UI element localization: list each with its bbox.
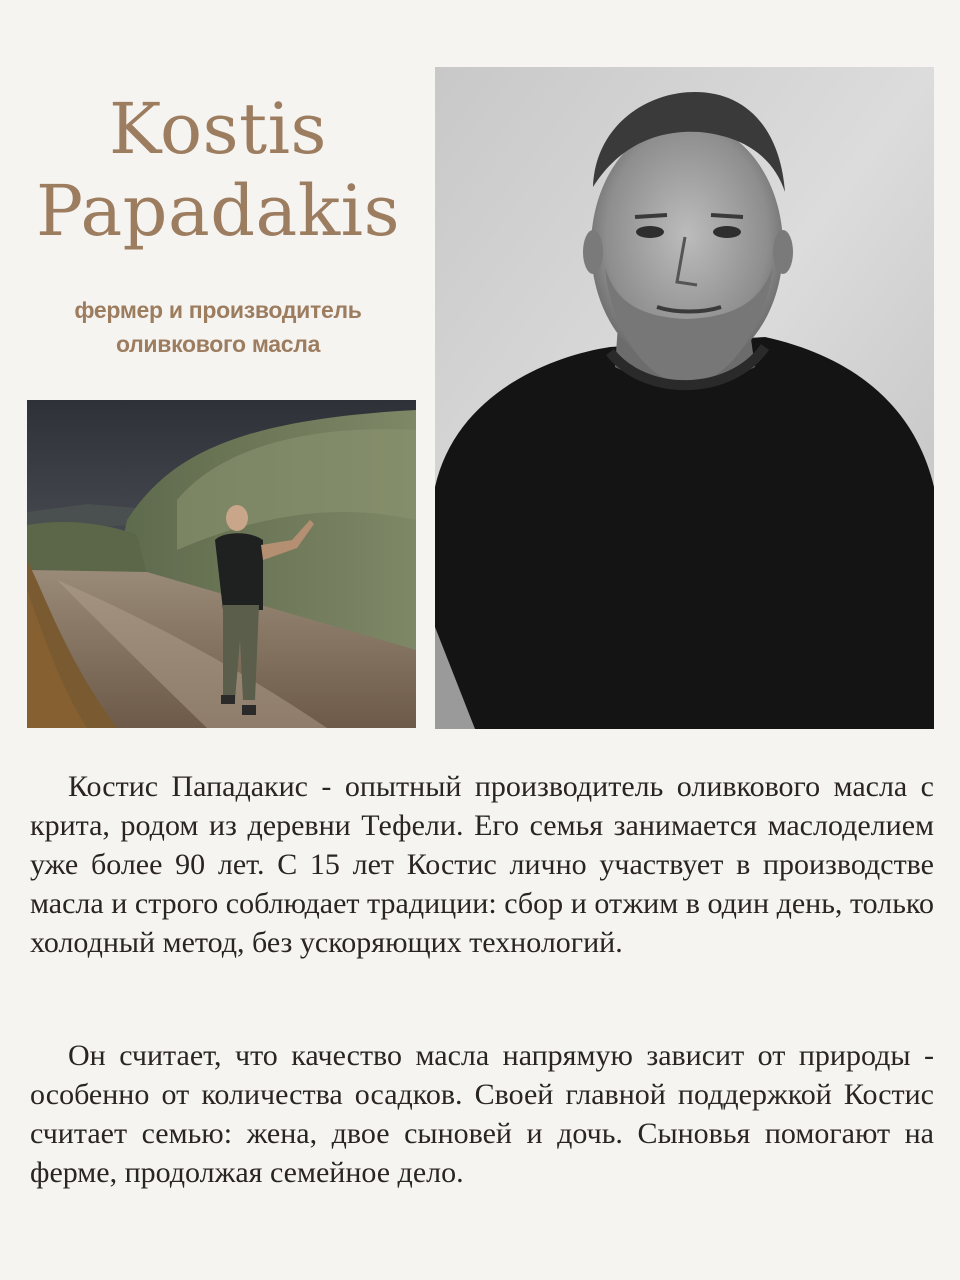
page-subtitle	[20, 293, 416, 361]
olive-grove-photo	[27, 400, 416, 728]
subtitle-line-2: оливкового масла	[115, 331, 321, 357]
biography-paragraph-1	[30, 767, 934, 962]
paragraph-1-text: Костис Пападакис - опытный производитель оливкового масла с крита, родом из деревни Тефели. Его семья занимается маслоделием уже более 90 лет. С 15 лет Костис лично участвует в производстве масла и строго соблюдает традиции: сбор и отжим в один день, только холодный метод, без ускоряющих технологий.	[30, 770, 934, 959]
biography-paragraph-2	[30, 1036, 934, 1192]
title-first-name: Kostis	[109, 88, 327, 170]
title-last-name: Papadakis	[35, 170, 400, 252]
page-title	[28, 88, 408, 252]
subtitle-line-1: фермер и производитель	[74, 297, 362, 323]
paragraph-2-text: Он считает, что качество масла напрямую зависит от природы - особенно от количества осадков. Своей главной поддержкой Костис считает семью: жена, двое сыновей и дочь. Сыновья помогают на ферме, продолжая семейное дело.	[30, 1039, 934, 1189]
portrait-photo	[435, 67, 934, 729]
